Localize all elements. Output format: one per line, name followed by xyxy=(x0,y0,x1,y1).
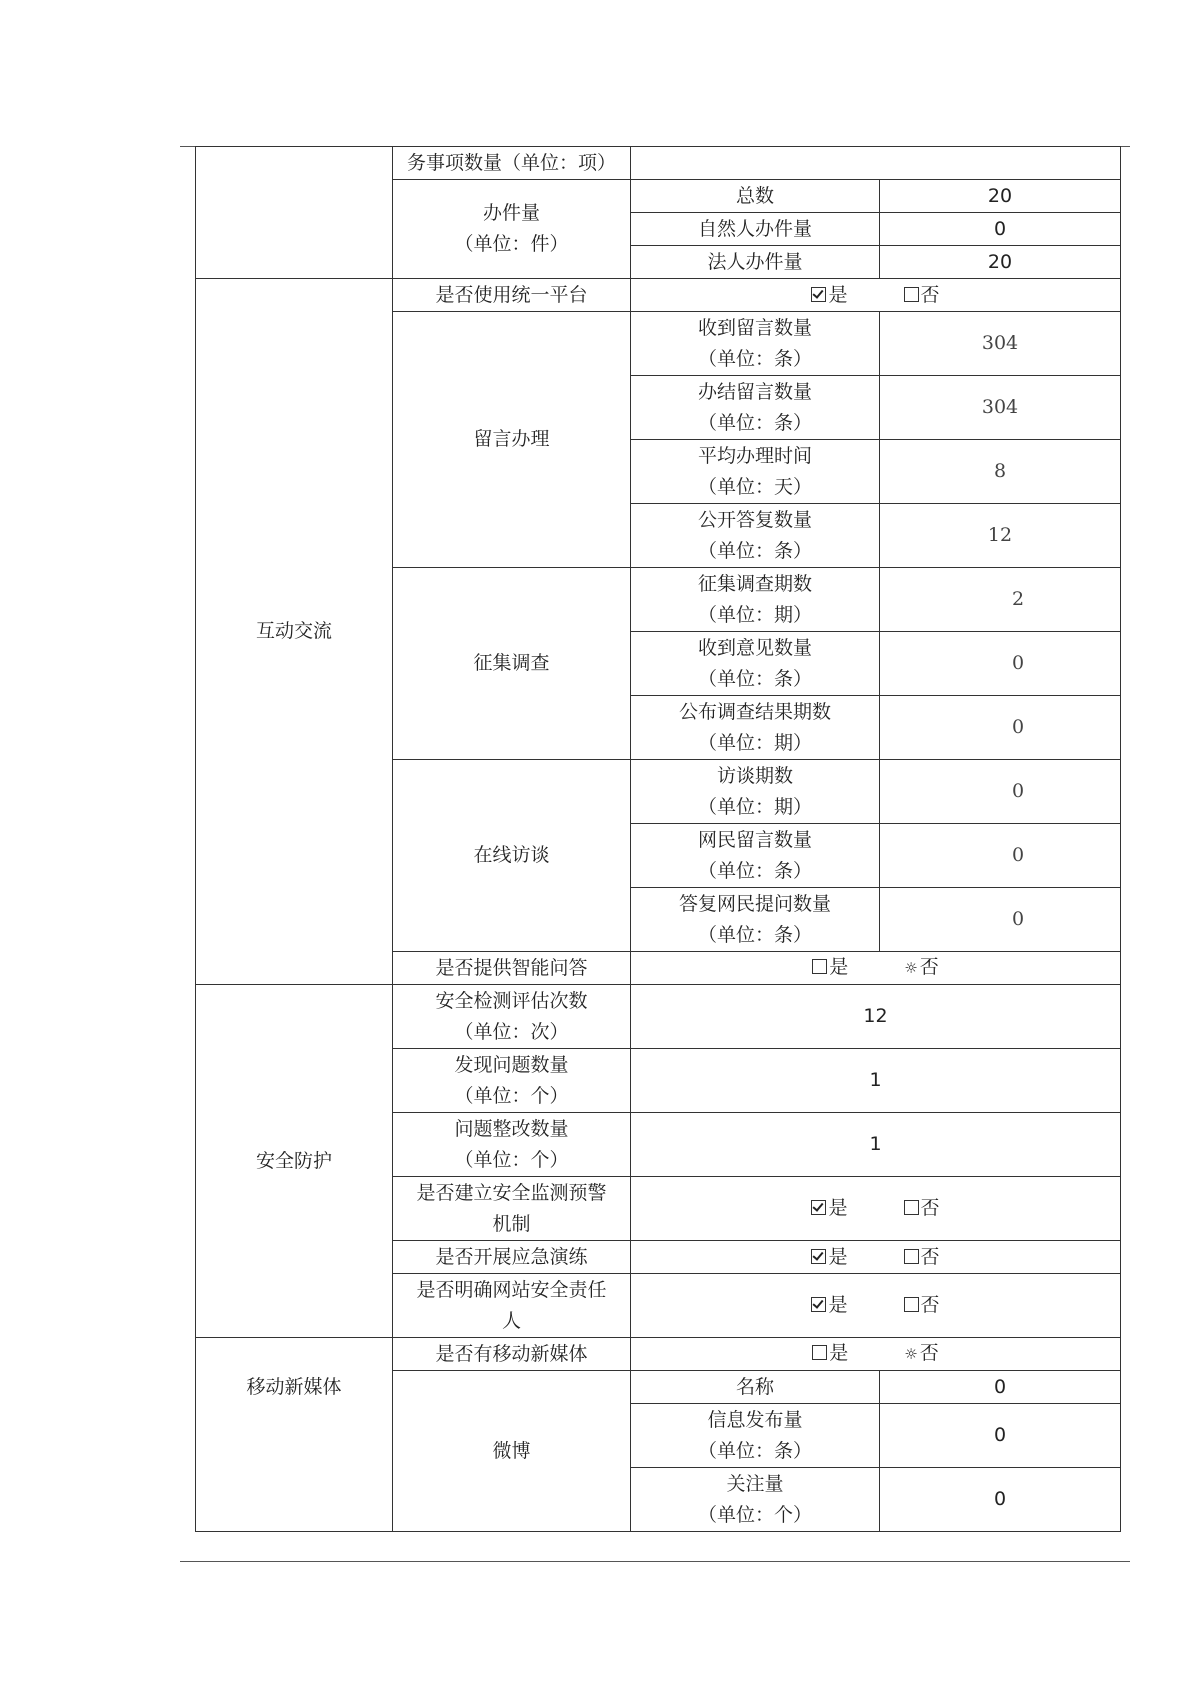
no-text: 否 xyxy=(920,1294,940,1316)
has-media-yes[interactable] xyxy=(812,1338,848,1369)
smart-qa-label: 是否提供智能问答 xyxy=(393,952,631,985)
mobile-section-label: 移动新媒体 xyxy=(196,1338,393,1532)
yes-text: 是 xyxy=(828,1294,848,1316)
interview-group-label: 在线访谈 xyxy=(393,760,631,952)
security-row-label: 问题整改数量 （单位：个） xyxy=(393,1113,631,1177)
no-text: 否 xyxy=(920,1245,940,1268)
handling-label-cell xyxy=(393,180,631,279)
empty-box-icon xyxy=(904,287,919,302)
checked-box-icon xyxy=(811,1297,826,1312)
owner-label: 是否明确网站安全责任 人 xyxy=(393,1274,631,1338)
monitor-options xyxy=(631,1177,1121,1241)
drill-yes[interactable] xyxy=(811,1242,847,1273)
message-row-value: 304 xyxy=(880,312,1121,376)
interview-row-label: 答复网民提问数量 （单位：条） xyxy=(631,888,880,952)
empty-box-icon xyxy=(904,1200,919,1215)
owner-no[interactable] xyxy=(904,1290,940,1321)
message-row-label: 公开答复数量 （单位：条） xyxy=(631,504,880,568)
interview-row-label: 访谈期数 （单位：期） xyxy=(631,760,880,824)
interview-row-value: 0 xyxy=(880,888,1121,952)
selected-sun-icon: ☼ xyxy=(904,959,918,977)
drill-label: 是否开展应急演练 xyxy=(393,1241,631,1274)
bottom-rule xyxy=(180,1561,1130,1562)
message-row-value: 304 xyxy=(880,376,1121,440)
smart-qa-yes[interactable] xyxy=(812,952,848,983)
empty-box-icon xyxy=(904,1297,919,1312)
no-text: 否 xyxy=(920,1197,940,1219)
weibo-posts-label: 信息发布量 （单位：条） xyxy=(631,1404,880,1468)
monitor-label: 是否建立安全监测预警 机制 xyxy=(393,1177,631,1241)
no-text: 否 xyxy=(919,956,939,978)
legal-person-value: 20 xyxy=(880,246,1121,279)
message-row-label: 收到留言数量 （单位：条） xyxy=(631,312,880,376)
unified-platform-label: 是否使用统一平台 xyxy=(393,279,631,312)
checked-box-icon xyxy=(811,1200,826,1215)
owner-options xyxy=(631,1274,1121,1338)
has-media-options xyxy=(631,1338,1121,1371)
has-media-label: 是否有移动新媒体 xyxy=(393,1338,631,1371)
survey-row-label: 征集调查期数 （单位：期） xyxy=(631,568,880,632)
checked-box-icon xyxy=(811,1249,826,1264)
message-row-label: 平均办理时间 （单位：天） xyxy=(631,440,880,504)
message-group-label: 留言办理 xyxy=(393,312,631,568)
survey-row-label: 公布调查结果期数 （单位：期） xyxy=(631,696,880,760)
yes-text: 是 xyxy=(829,1342,849,1364)
total-label: 总数 xyxy=(631,180,880,213)
drill-options xyxy=(631,1241,1121,1274)
smart-qa-no[interactable] xyxy=(904,952,938,984)
natural-person-value: 0 xyxy=(880,213,1121,246)
yes-text: 是 xyxy=(828,1197,848,1219)
weibo-followers-label: 关注量 （单位：个） xyxy=(631,1468,880,1532)
security-row-value: 1 xyxy=(631,1049,1121,1113)
yes-text: 是 xyxy=(828,1245,848,1268)
message-row-value: 8 xyxy=(880,440,1121,504)
interaction-section-label: 互动交流 xyxy=(196,279,393,985)
security-row-label: 安全检测评估次数 （单位：次） xyxy=(393,985,631,1049)
service-count-row xyxy=(196,147,1121,180)
survey-group-label: 征集调查 xyxy=(393,568,631,760)
has-media-no[interactable] xyxy=(904,1338,938,1370)
section-cell-continued xyxy=(196,147,393,279)
handling-label: 办件量 xyxy=(482,202,540,224)
unified-platform-no[interactable] xyxy=(904,280,940,311)
interview-row-label: 网民留言数量 （单位：条） xyxy=(631,824,880,888)
weibo-posts-value: 0 xyxy=(880,1404,1121,1468)
security-section-label: 安全防护 xyxy=(196,985,393,1338)
smart-qa-options xyxy=(631,952,1121,985)
unified-platform-yes[interactable] xyxy=(811,280,847,311)
yes-text: 是 xyxy=(829,956,849,978)
no-text: 否 xyxy=(919,1342,939,1364)
interview-row-value: 0 xyxy=(880,824,1121,888)
message-row-label: 办结留言数量 （单位：条） xyxy=(631,376,880,440)
weibo-group-label: 微博 xyxy=(393,1371,631,1532)
unified-platform-options xyxy=(631,279,1121,312)
survey-row-value: 0 xyxy=(880,632,1121,696)
interview-row-value: 0 xyxy=(880,760,1121,824)
empty-box-icon xyxy=(812,1345,827,1360)
weibo-name-label: 名称 xyxy=(631,1371,880,1404)
weibo-followers-value: 0 xyxy=(880,1468,1121,1532)
government-website-report-table xyxy=(195,146,1121,1532)
total-value: 20 xyxy=(880,180,1121,213)
checked-box-icon xyxy=(811,287,826,302)
selected-sun-icon: ☼ xyxy=(904,1345,918,1363)
monitor-no[interactable] xyxy=(904,1193,940,1224)
natural-person-label: 自然人办件量 xyxy=(631,213,880,246)
empty-box-icon xyxy=(904,1249,919,1264)
service-count-value xyxy=(631,147,1121,180)
security-row-value: 12 xyxy=(631,985,1121,1049)
message-row-value: 12 xyxy=(880,504,1121,568)
handling-unit: （单位：件） xyxy=(454,233,569,255)
survey-row-label: 收到意见数量 （单位：条） xyxy=(631,632,880,696)
survey-row-value: 0 xyxy=(880,696,1121,760)
empty-box-icon xyxy=(812,959,827,974)
service-count-label: 务事项数量（单位：项） xyxy=(393,147,631,180)
security-row-value: 1 xyxy=(631,1113,1121,1177)
security-row-label: 发现问题数量 （单位：个） xyxy=(393,1049,631,1113)
drill-no[interactable] xyxy=(904,1242,940,1273)
monitor-yes[interactable] xyxy=(811,1193,847,1224)
weibo-name-value: 0 xyxy=(880,1371,1121,1404)
no-text: 否 xyxy=(920,283,940,306)
legal-person-label: 法人办件量 xyxy=(631,246,880,279)
yes-text: 是 xyxy=(828,283,848,306)
survey-row-value: 2 xyxy=(880,568,1121,632)
owner-yes[interactable] xyxy=(811,1290,847,1321)
